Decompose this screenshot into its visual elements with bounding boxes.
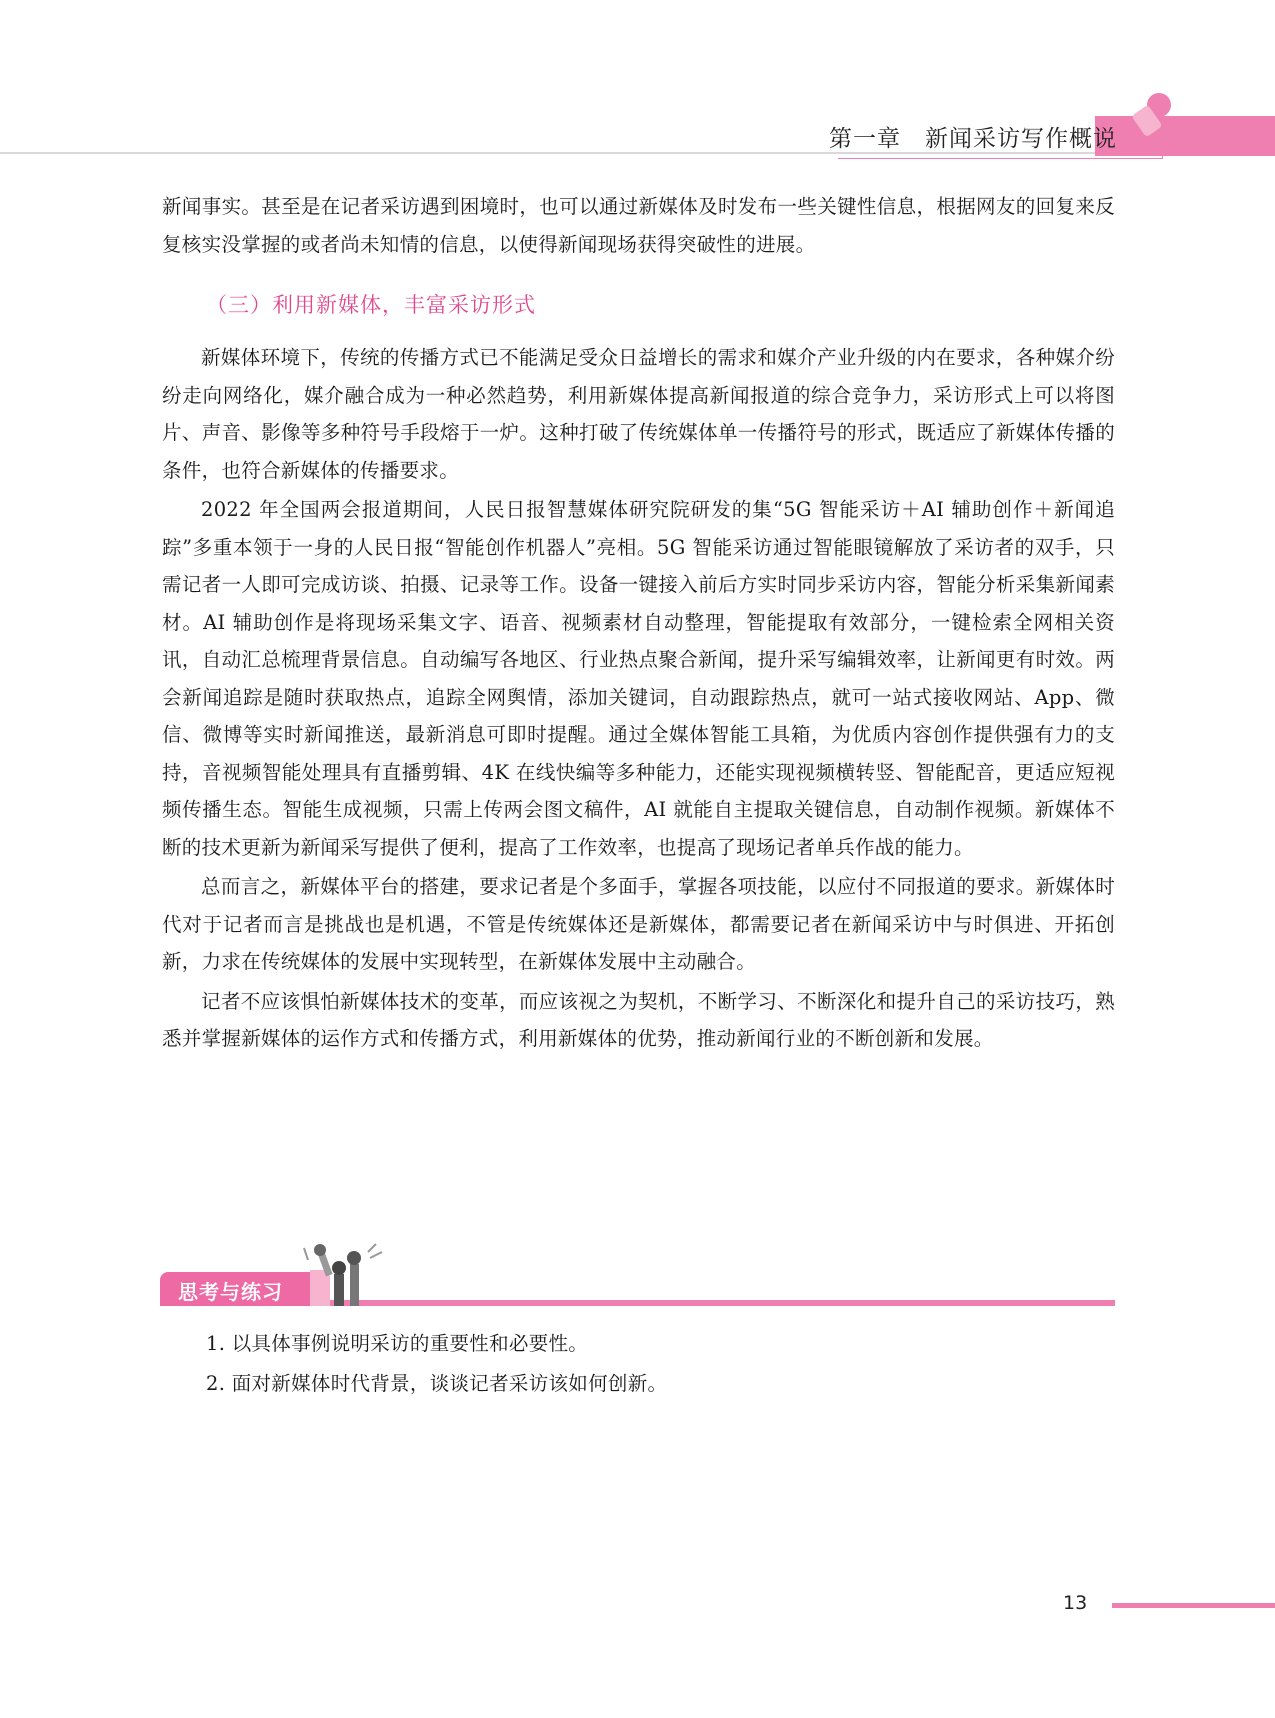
header-frame-bottom: [838, 158, 1163, 159]
exercise-item: 1. 以具体事例说明采访的重要性和必要性。: [206, 1332, 589, 1355]
body-paragraph: 总而言之，新媒体平台的搭建，要求记者是个多面手，掌握各项技能，以应付不同报道的要求。新媒体时代对于记者而言是挑战也是机遇，不管是传统媒体还是新媒体，都需要记者在新闻采访中与时俱进、开拓创新，力求在传统媒体的发展中实现转型，在新媒体发展中主动融合。: [162, 875, 1115, 973]
microphones-icon: [300, 1240, 400, 1306]
header-frame-side: [1162, 116, 1163, 159]
chapter-title: 第一章 新闻采访写作概说: [829, 126, 1117, 152]
page-body: [162, 188, 1115, 1058]
exercise-item: 2. 面对新媒体时代背景，谈谈记者采访该如何创新。: [206, 1372, 668, 1395]
header-accent-bar: [1095, 116, 1275, 156]
exercise-label: 思考与练习: [178, 1280, 283, 1304]
exercise-list: [206, 1324, 1106, 1404]
section-title: （三）利用新媒体，丰富采访形式: [206, 293, 536, 317]
body-paragraph: 2022 年全国两会报道期间，人民日报智慧媒体研究院研发的集“5G 智能采访＋AI 辅助创作＋新闻追踪”多重本领于一身的人民日报“智能创作机器人”亮相。5G 智能采访通过智能眼镜解放了采访者的双手，只需记者一人即可完成访谈、拍摄、记录等工作。设备一键接入前后方实时同步采访内容，智能分析采集新闻素材。AI 辅助创作是将现场采集文字、语音、视频素材自动整理，智能提取有效部分，一键检索全网相关资讯，自动汇总梳理背景信息。自动编写各地区、行业热点聚合新闻，提升采写编辑效率，让新闻更有时效。两会新闻追踪是随时获取热点，追踪全网舆情，添加关键词，自动跟踪热点，就可一站式接收网站、App、微信、微博等实时新闻推送，最新消息可即时提醒。通过全媒体智能工具箱，为优质内容创作提供强有力的支持，音视频智能处理具有直播剪辑、4K 在线快编等多种能力，还能实现视频横转竖、智能配音，更适应短视频传播生态。智能生成视频，只需上传两会图文稿件，AI 就能自主提取关键信息，自动制作视频。新媒体不断的技术更新为新闻采写提供了便利，提高了工作效率，也提高了现场记者单兵作战的能力。: [162, 498, 1115, 859]
footer-accent-bar: [1112, 1603, 1275, 1608]
body-paragraph: 新媒体环境下，传统的传播方式已不能满足受众日益增长的需求和媒介产业升级的内在要求，各种媒介纷纷走向网络化，媒介融合成为一种必然趋势，利用新媒体提高新闻报道的综合竞争力，采访形式上可以将图片、声音、影像等多种符号手段熔于一炉。这种打破了传统媒体单一传播符号的形式，既适应了新媒体传播的条件，也符合新媒体的传播要求。: [162, 346, 1115, 482]
body-paragraph: 记者不应该惧怕新媒体技术的变革，而应该视之为契机，不断学习、不断深化和提升自己的采访技巧，熟悉并掌握新媒体的运作方式和传播方式，利用新媒体的优势，推动新闻行业的不断创新和发展。: [162, 989, 1115, 1050]
page-number: 13: [1063, 1592, 1088, 1614]
intro-paragraph: 新闻事实。甚至是在记者采访遇到困境时，也可以通过新媒体及时发布一些关键性信息，根据网友的回复来反复核实没掌握的或者尚未知情的信息，以使得新闻现场获得突破性的进展。: [162, 195, 1115, 256]
